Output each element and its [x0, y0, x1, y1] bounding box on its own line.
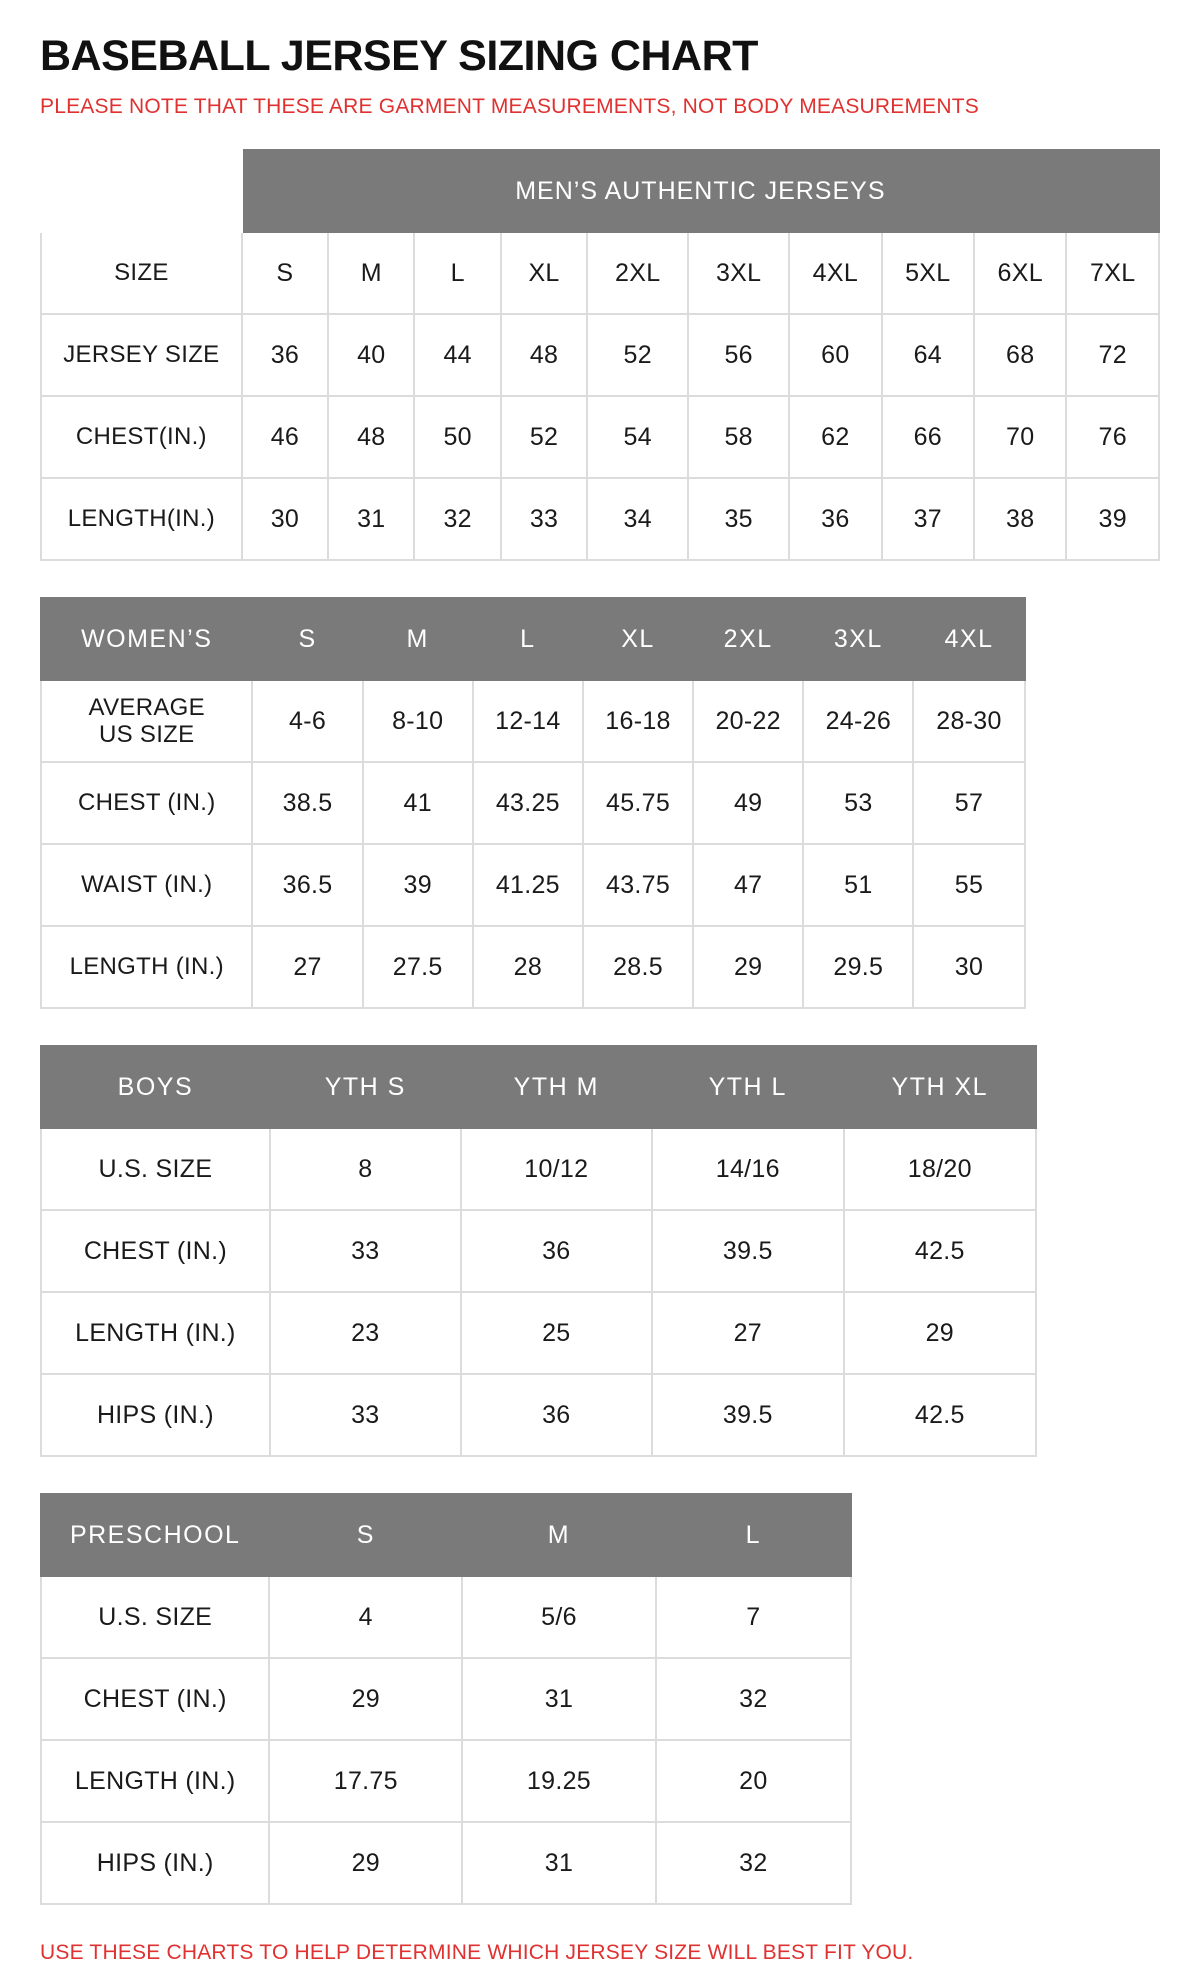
- cell: 58: [688, 396, 789, 478]
- cell: 28.5: [583, 926, 693, 1008]
- cell: 20-22: [693, 680, 803, 762]
- cell: 46: [242, 396, 328, 478]
- cell: 43.25: [473, 762, 583, 844]
- cell: 51: [803, 844, 913, 926]
- table-row: [41, 926, 1025, 1008]
- mens-banner-row: [41, 150, 1159, 232]
- cell: 4: [269, 1576, 462, 1658]
- cell: 29.5: [803, 926, 913, 1008]
- cell: 28-30: [913, 680, 1024, 762]
- cell: 19.25: [462, 1740, 656, 1822]
- row-label: CHEST (IN.): [41, 1658, 269, 1740]
- cell: 35: [688, 478, 789, 560]
- cell: 60: [789, 314, 881, 396]
- boys-sizing-table: [40, 1045, 1037, 1457]
- table-row: [41, 1374, 1036, 1456]
- mens-size-m: M: [328, 232, 414, 314]
- table-row: [41, 762, 1025, 844]
- cell: 31: [328, 478, 414, 560]
- cell: 10/12: [461, 1128, 652, 1210]
- womens-header-row: [41, 598, 1025, 680]
- womens-label: WOMEN’S: [41, 598, 252, 680]
- cell: 39.5: [652, 1210, 844, 1292]
- cell: 52: [501, 396, 587, 478]
- cell: 29: [269, 1822, 462, 1904]
- row-label: CHEST (IN.): [41, 762, 252, 844]
- womens-size-2xl: 2XL: [693, 598, 803, 680]
- cell: 20: [656, 1740, 851, 1822]
- table-row: [41, 1210, 1036, 1292]
- boys-size-yth-s: YTH S: [270, 1046, 461, 1128]
- row-label-line2: US SIZE: [99, 721, 195, 749]
- footer-note: USE THESE CHARTS TO HELP DETERMINE WHICH JERSEY SIZE WILL BEST FIT YOU.: [40, 1941, 914, 1965]
- cell: 8: [270, 1128, 461, 1210]
- mens-size-xl: XL: [501, 232, 587, 314]
- row-label: [41, 680, 252, 762]
- mens-size-header-row: [41, 232, 1159, 314]
- cell: 27.5: [363, 926, 473, 1008]
- preschool-label: PRESCHOOL: [41, 1494, 269, 1576]
- womens-size-s: S: [252, 598, 362, 680]
- table-row: [41, 396, 1159, 478]
- cell: 43.75: [583, 844, 693, 926]
- mens-size-label: SIZE: [41, 232, 242, 314]
- boys-size-yth-l: YTH L: [652, 1046, 844, 1128]
- cell: 56: [688, 314, 789, 396]
- row-label: HIPS (IN.): [41, 1374, 270, 1456]
- row-label: U.S. SIZE: [41, 1576, 269, 1658]
- cell: 4-6: [252, 680, 362, 762]
- table-row: [41, 1658, 851, 1740]
- cell: 30: [913, 926, 1024, 1008]
- cell: 32: [656, 1658, 851, 1740]
- mens-size-7xl: 7XL: [1066, 232, 1159, 314]
- mens-banner-spacer: [41, 150, 242, 232]
- mens-size-s: S: [242, 232, 328, 314]
- cell: 27: [652, 1292, 844, 1374]
- cell: 29: [269, 1658, 462, 1740]
- cell: 33: [270, 1210, 461, 1292]
- cell: 49: [693, 762, 803, 844]
- cell: 41: [363, 762, 473, 844]
- cell: 68: [974, 314, 1066, 396]
- mens-size-6xl: 6XL: [974, 232, 1066, 314]
- page-title: BASEBALL JERSEY SIZING CHART: [40, 32, 758, 80]
- table-row: [41, 1740, 851, 1822]
- cell: 27: [252, 926, 362, 1008]
- row-label: HIPS (IN.): [41, 1822, 269, 1904]
- cell: 31: [462, 1658, 656, 1740]
- cell: 12-14: [473, 680, 583, 762]
- mens-size-l: L: [414, 232, 500, 314]
- preschool-size-m: M: [462, 1494, 656, 1576]
- womens-size-3xl: 3XL: [803, 598, 913, 680]
- cell: 66: [882, 396, 974, 478]
- cell: 8-10: [363, 680, 473, 762]
- table-row: [41, 478, 1159, 560]
- cell: 28: [473, 926, 583, 1008]
- boys-size-yth-xl: YTH XL: [844, 1046, 1036, 1128]
- cell: 48: [328, 396, 414, 478]
- cell: 44: [414, 314, 500, 396]
- cell: 36: [242, 314, 328, 396]
- cell: 39: [363, 844, 473, 926]
- cell: 30: [242, 478, 328, 560]
- cell: 76: [1066, 396, 1159, 478]
- cell: 5/6: [462, 1576, 656, 1658]
- row-label: LENGTH (IN.): [41, 926, 252, 1008]
- cell: 24-26: [803, 680, 913, 762]
- cell: 33: [270, 1374, 461, 1456]
- cell: 62: [789, 396, 881, 478]
- cell: 39: [1066, 478, 1159, 560]
- cell: 54: [587, 396, 688, 478]
- cell: 40: [328, 314, 414, 396]
- row-label: JERSEY SIZE: [41, 314, 242, 396]
- row-label-line1: AVERAGE: [88, 693, 205, 721]
- mens-size-5xl: 5XL: [882, 232, 974, 314]
- cell: 50: [414, 396, 500, 478]
- boys-label: BOYS: [41, 1046, 270, 1128]
- preschool-header-row: [41, 1494, 851, 1576]
- table-row: [41, 1128, 1036, 1210]
- mens-sizing-table: [40, 149, 1160, 561]
- cell: 16-18: [583, 680, 693, 762]
- boys-size-yth-m: YTH M: [461, 1046, 652, 1128]
- cell: 48: [501, 314, 587, 396]
- preschool-size-s: S: [269, 1494, 462, 1576]
- cell: 32: [414, 478, 500, 560]
- cell: 25: [461, 1292, 652, 1374]
- row-label: LENGTH (IN.): [41, 1292, 270, 1374]
- row-label: LENGTH(IN.): [41, 478, 242, 560]
- row-label: U.S. SIZE: [41, 1128, 270, 1210]
- mens-size-4xl: 4XL: [789, 232, 881, 314]
- mens-banner-title: MEN’S AUTHENTIC JERSEYS: [242, 150, 1159, 232]
- cell: 55: [913, 844, 1024, 926]
- cell: 42.5: [844, 1374, 1036, 1456]
- mens-size-2xl: 2XL: [587, 232, 688, 314]
- womens-size-4xl: 4XL: [913, 598, 1024, 680]
- cell: 36: [461, 1210, 652, 1292]
- table-row: [41, 314, 1159, 396]
- cell: 18/20: [844, 1128, 1036, 1210]
- row-label: CHEST (IN.): [41, 1210, 270, 1292]
- cell: 41.25: [473, 844, 583, 926]
- cell: 38.5: [252, 762, 362, 844]
- cell: 33: [501, 478, 587, 560]
- cell: 14/16: [652, 1128, 844, 1210]
- row-label: CHEST(IN.): [41, 396, 242, 478]
- table-row: [41, 844, 1025, 926]
- cell: 7: [656, 1576, 851, 1658]
- row-label: LENGTH (IN.): [41, 1740, 269, 1822]
- cell: 52: [587, 314, 688, 396]
- cell: 39.5: [652, 1374, 844, 1456]
- womens-sizing-table: [40, 597, 1026, 1009]
- cell: 57: [913, 762, 1024, 844]
- cell: 34: [587, 478, 688, 560]
- cell: 36.5: [252, 844, 362, 926]
- cell: 32: [656, 1822, 851, 1904]
- cell: 45.75: [583, 762, 693, 844]
- cell: 17.75: [269, 1740, 462, 1822]
- cell: 29: [844, 1292, 1036, 1374]
- boys-header-row: [41, 1046, 1036, 1128]
- measurement-note: PLEASE NOTE THAT THESE ARE GARMENT MEASUREMENTS, NOT BODY MEASUREMENTS: [40, 95, 979, 119]
- table-row: [41, 1822, 851, 1904]
- cell: 70: [974, 396, 1066, 478]
- cell: 47: [693, 844, 803, 926]
- cell: 31: [462, 1822, 656, 1904]
- table-row: [41, 1292, 1036, 1374]
- preschool-sizing-table: [40, 1493, 852, 1905]
- preschool-size-l: L: [656, 1494, 851, 1576]
- cell: 23: [270, 1292, 461, 1374]
- cell: 53: [803, 762, 913, 844]
- cell: 36: [789, 478, 881, 560]
- womens-size-m: M: [363, 598, 473, 680]
- table-row: [41, 1576, 851, 1658]
- cell: 72: [1066, 314, 1159, 396]
- cell: 37: [882, 478, 974, 560]
- cell: 64: [882, 314, 974, 396]
- cell: 42.5: [844, 1210, 1036, 1292]
- mens-size-3xl: 3XL: [688, 232, 789, 314]
- cell: 38: [974, 478, 1066, 560]
- cell: 29: [693, 926, 803, 1008]
- cell: 36: [461, 1374, 652, 1456]
- table-row: [41, 680, 1025, 762]
- womens-size-xl: XL: [583, 598, 693, 680]
- womens-size-l: L: [473, 598, 583, 680]
- row-label: WAIST (IN.): [41, 844, 252, 926]
